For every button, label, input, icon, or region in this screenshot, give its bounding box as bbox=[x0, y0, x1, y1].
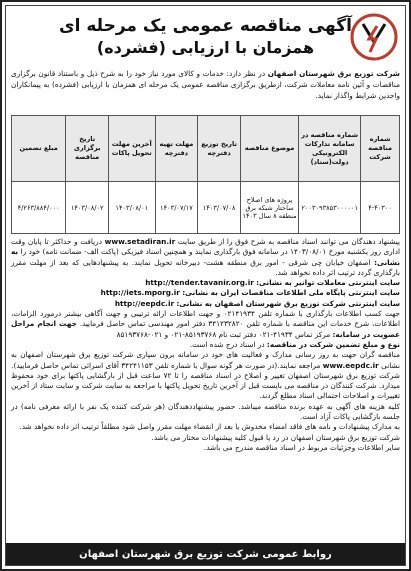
address-label: به نشانی: bbox=[11, 247, 401, 267]
site-line bbox=[11, 278, 400, 288]
contact-text: شرح خدمات این مناقصه با شماره تلفن ۳۴۱۲۳۲۸۲۰ دفتر امور مهندسی تماس حاصل فرمایید. bbox=[79, 319, 370, 329]
notice-title: آگهی مناقصه عمومی یک مرحله ای bbox=[59, 16, 352, 36]
changes-paragraph: شرکت توزیع برق شهرستان اصفهان تغییر و اصلاح در اسناد مناقصه را تا ۷۲ ساعت قبل از بارگشایی پاکتها برای خود محفوظ میدارد. شرکت کنندگان در مناقصه می بایست قبل از آخرین تاریخ تحویل پاکتها با مراجعه به سایت شرکت و سایت ستاد از آخرین تغییرات و اصلاحات احتمالی اسناد مطلع گردند. bbox=[11, 370, 400, 401]
tender-table bbox=[11, 115, 400, 234]
intro-text: در نظر دارد: خدمات و کالای مورد نیاز خود را به شرح ذیل و باستناد قانون برگزاری مناقصات و آئین نامه معاملات شرکت، ازطریق برگزاری مناقصه عمومی یک مرحله ای همزمان با ارزیابی (فشرده) به پیمانکاران واجدین شرایط واگذار نماید. bbox=[11, 69, 400, 100]
guarantee-line bbox=[11, 340, 400, 350]
submission-paragraph bbox=[11, 237, 400, 278]
column-header: مهلت تهیه دفترچه bbox=[155, 116, 198, 182]
company-name: شرکت توزیع برق شهرستان اصفهان bbox=[267, 69, 400, 78]
body-text: پیشنهاد دهندگان می توانند اسناد مناقصه به شرح فوق را از طریق سایت bbox=[177, 237, 401, 246]
table-cell: ۲۰۰۳۰۹۳۸۵۳۰۰۰۰۰۱ bbox=[299, 182, 361, 234]
column-header: شماره مناقصه در سامانه تدارکات الکترونیکی دولت(ستاد) bbox=[299, 116, 361, 182]
title-block bbox=[59, 15, 352, 59]
contact-text: جهت کسب اطلاعات بارگذاری با شماره تلفن ۰۲۱۴۱۹۳۴ و جهت اطلاعات ارائه ترتیبی و جهت آگاهی بیشتر درمورد الزامات، اطلاعات، bbox=[11, 309, 400, 329]
eepdc-outsourcing-link[interactable]: www.eepdc.ir bbox=[322, 360, 379, 370]
power-company-logo-icon bbox=[349, 12, 399, 62]
address-text: اصفهان خیابان چی شرقی - امور برق منطقه هشت- دبیرخانه تحویل نمایند. به پیشنهادهایی که بعد از مهلت مقرر بارگذاری گردد ترتیب اثر داده نخواهد شد. bbox=[11, 257, 400, 277]
table-cell: ۴/۲۶۳/۸۸۴/۰۰۰ bbox=[12, 182, 66, 234]
contact-paragraph bbox=[11, 309, 400, 340]
body-text: مناقصه گران جهت به روز رسانی مدارک و فعالیت های خود در سامانه برون سپاری شرکت توزیع برق شهرستان اصفهان به نشانی bbox=[11, 350, 400, 370]
site-line bbox=[11, 299, 400, 309]
eepdc-link[interactable]: http://eepdc.ir bbox=[114, 298, 175, 308]
rights-paragraph: شرکت توزیع برق شهرستان اصفهان در رد یا قبول کلیه پیشنهادات مختار می باشد. bbox=[151, 432, 400, 442]
site-label: سایت اینترنتی معاملات توانیر به نشانی: bbox=[256, 278, 400, 288]
table-cell: ۱۴۰۳/۰۸/۰۲ bbox=[66, 182, 109, 234]
table-cell: ۴-۴۰۳۰۰ bbox=[361, 182, 400, 234]
intro-paragraph bbox=[6, 68, 405, 112]
notice-body bbox=[6, 234, 405, 534]
notice-frame bbox=[5, 5, 406, 566]
invalid-bids-paragraph: به مدارک پیشنهادات و نامه های فاقد امضاء مخدوش یا بعد از انقضاء مهلت مقرر واصل شود مطلقاً ترتیب اثر داده نخواهد شد. bbox=[19, 422, 400, 432]
site-label: سایت اینترنتی شرکت توزیع برق شهرستان اصفهان به نشانی: bbox=[176, 298, 400, 308]
column-header: آخرین مهلت تحویل پاکات bbox=[109, 116, 156, 182]
table-cell: ۱۴۰۳/۰۷/۰۸ bbox=[198, 182, 241, 234]
footer-text: روابط عمومی شرکت توزیع برق شهرستان اصفهان bbox=[79, 548, 332, 560]
table-row bbox=[12, 182, 400, 234]
setad-link[interactable]: www.setadiran.ir bbox=[104, 237, 176, 246]
iets-link[interactable]: http://iets.mporg.ir bbox=[100, 288, 180, 298]
site-label: سایت اینترنتی پایگاه ملی اطلاعات مناقصات ایران به نشانی: bbox=[182, 288, 400, 298]
update-paragraph bbox=[11, 350, 400, 371]
column-header: موضوع مناقصه bbox=[240, 116, 298, 182]
body-text: مراجعه نمایند.(در صورت هر گونه سوال با شماره تلفن ۳۴۲۴۱۱۵۳ آقای اسرائی تماس حاصل فرمایید). bbox=[11, 360, 321, 370]
column-header: مبلغ تضمین bbox=[12, 116, 66, 182]
guarantee-text: در اسناد درج شده است. bbox=[189, 339, 265, 349]
costs-paragraph: کلیه هزینه های آگهی به عهده برنده مناقصه میباشد. حضور پیشنهاددهندگان (هر شرکت کننده یک نفر با ارائه معرفی نامه) در جلسه بازگشایی پاکات آزاد است. bbox=[11, 401, 400, 422]
notice-subtitle: همزمان با ارزیابی (فشرده) bbox=[96, 38, 315, 57]
table-cell: ۱۴۰۳/۰۷/۱۷ bbox=[155, 182, 198, 234]
footer-banner bbox=[6, 543, 405, 565]
membership-label: جهت انجام مراحل عضویت در سامانه: bbox=[11, 319, 400, 339]
table-header-row bbox=[12, 116, 400, 182]
table-cell: ۱۴۰۳/۰۸/۰۱ bbox=[109, 182, 156, 234]
guarantee-label: نوع و مبلغ تضمین شرکت در مناقصه: bbox=[266, 339, 400, 349]
table-cell: پروژه های اصلاح ساختار شبکه برق منطقه ۸ سال ۱۴۰۳ bbox=[240, 182, 298, 234]
column-header: شماره مناقصه شرکت bbox=[361, 116, 400, 182]
membership-contact: مرکز تماس ۴۱۹۳۴-۰۲۱ دفتر ثبت نام ۸۵۱۹۳۷۶۸-۰۲۱ و ۰۲۱-۸۵۱۹۳۷۶۸ bbox=[116, 329, 331, 339]
header bbox=[6, 6, 405, 68]
column-header: تاریخ توزیع دفترچه bbox=[198, 116, 241, 182]
site-line bbox=[11, 288, 400, 298]
body-text: دریافت و حداکثر تا پایان وقت اداری روز یکشنبه مورخ ۱۴۰۳/۰۸/۰۱ در سامانه فوق بارگذاری نمایند و همچنین اسناد فیزیکی (پاکت الف- ضمانت نامه) خود را bbox=[11, 237, 400, 257]
tavanir-link[interactable]: http://tender.tavanir.org.ir bbox=[145, 278, 254, 288]
details-paragraph: سایر اطلاعات وجزئیات مربوط در اسناد مناقصه مندرج می باشد. bbox=[203, 442, 400, 452]
column-header: تاریخ برگزاری مناقصه bbox=[66, 116, 109, 182]
